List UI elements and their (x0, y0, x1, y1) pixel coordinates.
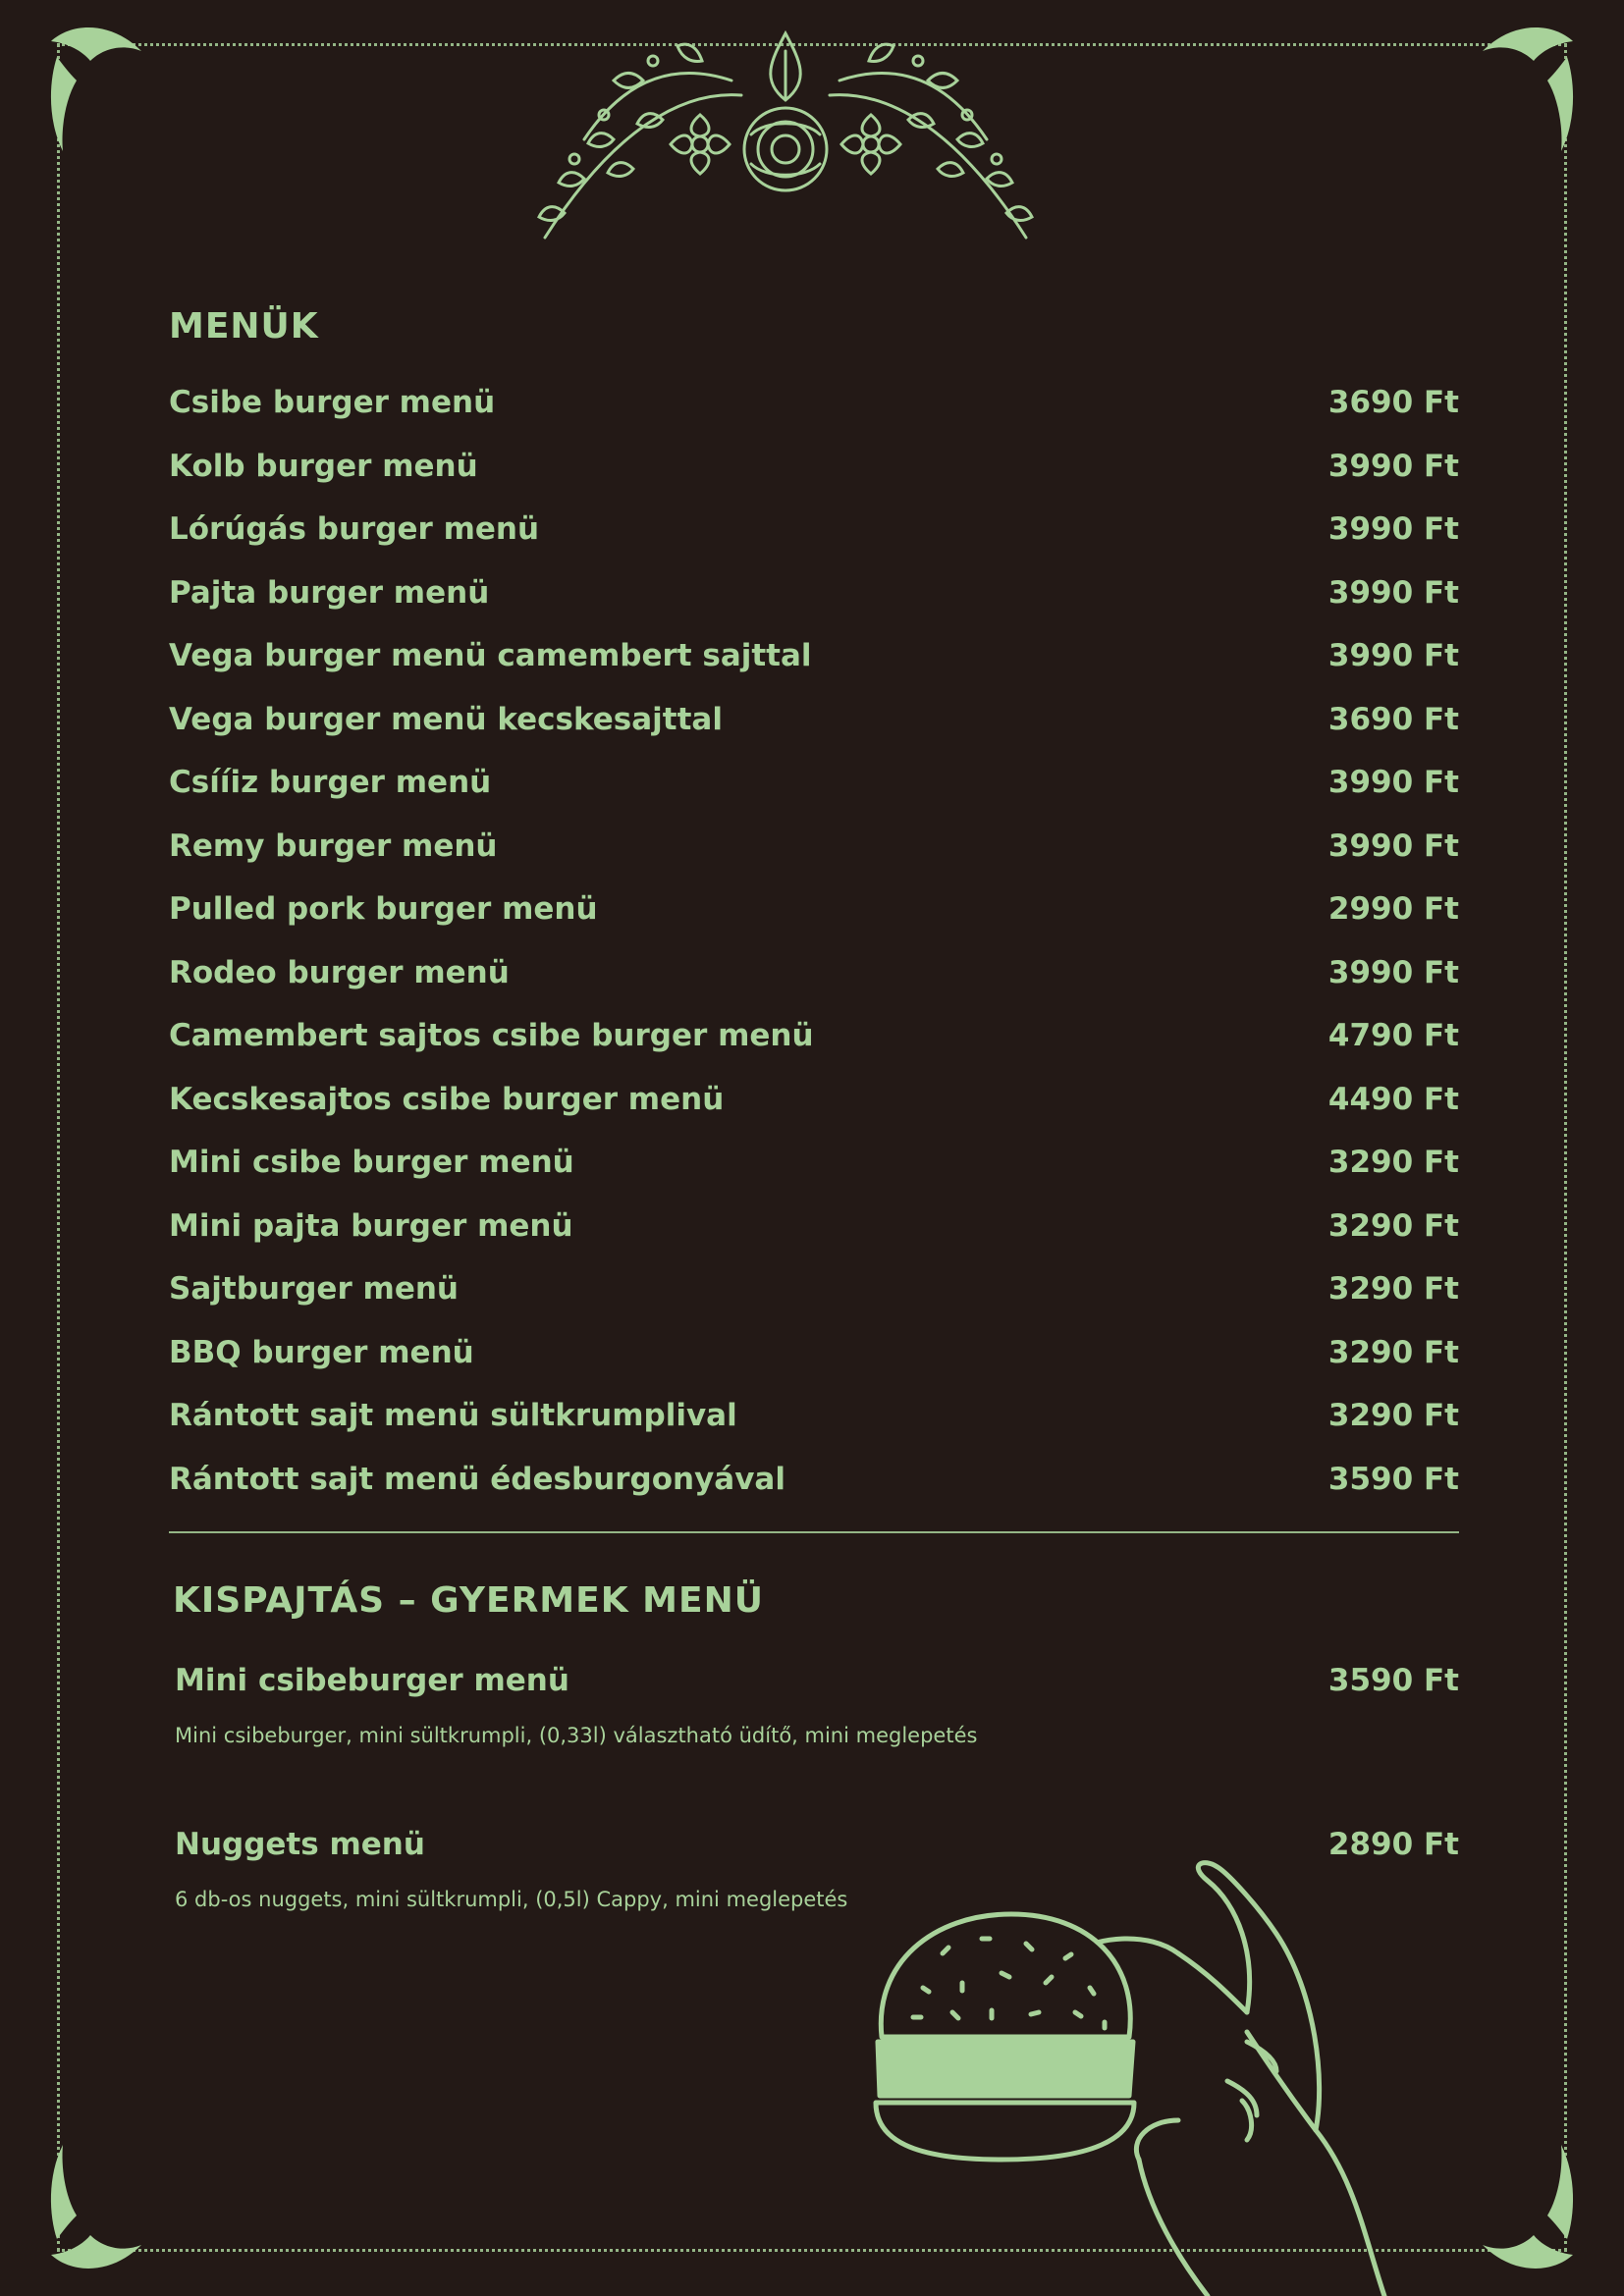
list-item (169, 1131, 1459, 1195)
item-price: 3690 Ft (1327, 385, 1459, 421)
list-item (169, 751, 1459, 815)
item-price: 3990 Ft (1327, 765, 1459, 801)
item-price: 3290 Ft (1327, 1207, 1459, 1244)
item-name: Vega burger menü kecskesajttal (169, 701, 723, 737)
list-item (169, 941, 1459, 1005)
item-name: Rodeo burger menü (169, 954, 510, 990)
list-item (169, 1384, 1459, 1448)
item-name: Mini pajta burger menü (169, 1207, 573, 1244)
corner-swirl-icon (1473, 2137, 1581, 2274)
kids-section-title: KISPAJTÁS – GYERMEK MENÜ (173, 1580, 764, 1621)
item-name: Csííiz burger menü (169, 765, 492, 801)
list-item (169, 624, 1459, 688)
list-item (169, 1321, 1459, 1385)
item-price: 3590 Ft (1327, 1663, 1459, 1698)
item-name: Vega burger menü camembert sajttal (169, 638, 812, 674)
item-price: 3290 Ft (1327, 1145, 1459, 1181)
list-item (169, 1195, 1459, 1258)
list-item (169, 878, 1459, 941)
item-price: 3690 Ft (1327, 701, 1459, 737)
item-price: 3990 Ft (1327, 638, 1459, 674)
list-item (169, 435, 1459, 499)
item-price: 3290 Ft (1327, 1398, 1459, 1434)
list-item (169, 1448, 1459, 1512)
item-name: Kecskesajtos csibe burger menü (169, 1081, 725, 1117)
floral-ornament-icon (506, 22, 1065, 257)
item-name: Rántott sajt menü édesburgonyával (169, 1461, 785, 1497)
item-name: Kolb burger menü (169, 448, 478, 484)
item-price: 3990 Ft (1327, 511, 1459, 548)
item-description: Mini csibeburger, mini sültkrumpli, (0,33l) választható üdítő, mini meglepetés (175, 1724, 978, 1747)
item-price: 4790 Ft (1327, 1018, 1459, 1054)
corner-swirl-icon (1473, 22, 1581, 159)
item-price: 3990 Ft (1327, 954, 1459, 990)
item-price: 3290 Ft (1327, 1271, 1459, 1308)
item-name: Mini csibeburger menü (175, 1663, 569, 1698)
list-item (169, 1257, 1459, 1321)
item-name: BBQ burger menü (169, 1334, 474, 1370)
item-price: 3990 Ft (1327, 828, 1459, 864)
item-name: Pajta burger menü (169, 574, 490, 611)
item-price: 2990 Ft (1327, 891, 1459, 928)
menus-section-title: MENÜK (169, 306, 319, 347)
item-price: 4490 Ft (1327, 1081, 1459, 1117)
list-item (169, 688, 1459, 752)
list-item (169, 561, 1459, 625)
item-description: 6 db-os nuggets, mini sültkrumpli, (0,5l) Cappy, mini meglepetés (175, 1888, 848, 1911)
kids-menu-item (175, 1663, 1459, 1698)
list-item (169, 1068, 1459, 1132)
list-item (169, 498, 1459, 561)
hand-burger-illustration-icon (854, 1845, 1404, 2296)
item-name: Rántott sajt menü sültkrumplival (169, 1398, 737, 1434)
menu-list (169, 371, 1459, 1511)
item-price: 3990 Ft (1327, 574, 1459, 611)
item-price: 3990 Ft (1327, 448, 1459, 484)
section-divider (169, 1531, 1459, 1533)
item-price: 2890 Ft (1327, 1827, 1459, 1862)
corner-swirl-icon (43, 2137, 151, 2274)
list-item (169, 371, 1459, 435)
item-name: Nuggets menü (175, 1827, 425, 1862)
list-item (169, 1004, 1459, 1068)
item-name: Lórúgás burger menü (169, 511, 540, 548)
item-name: Mini csibe burger menü (169, 1145, 574, 1181)
item-price: 3290 Ft (1327, 1334, 1459, 1370)
item-price: 3590 Ft (1327, 1461, 1459, 1497)
item-name: Csibe burger menü (169, 385, 496, 421)
item-name: Sajtburger menü (169, 1271, 459, 1308)
list-item (169, 815, 1459, 879)
item-name: Camembert sajtos csibe burger menü (169, 1018, 814, 1054)
item-name: Remy burger menü (169, 828, 498, 864)
corner-swirl-icon (43, 22, 151, 159)
item-name: Pulled pork burger menü (169, 891, 598, 928)
